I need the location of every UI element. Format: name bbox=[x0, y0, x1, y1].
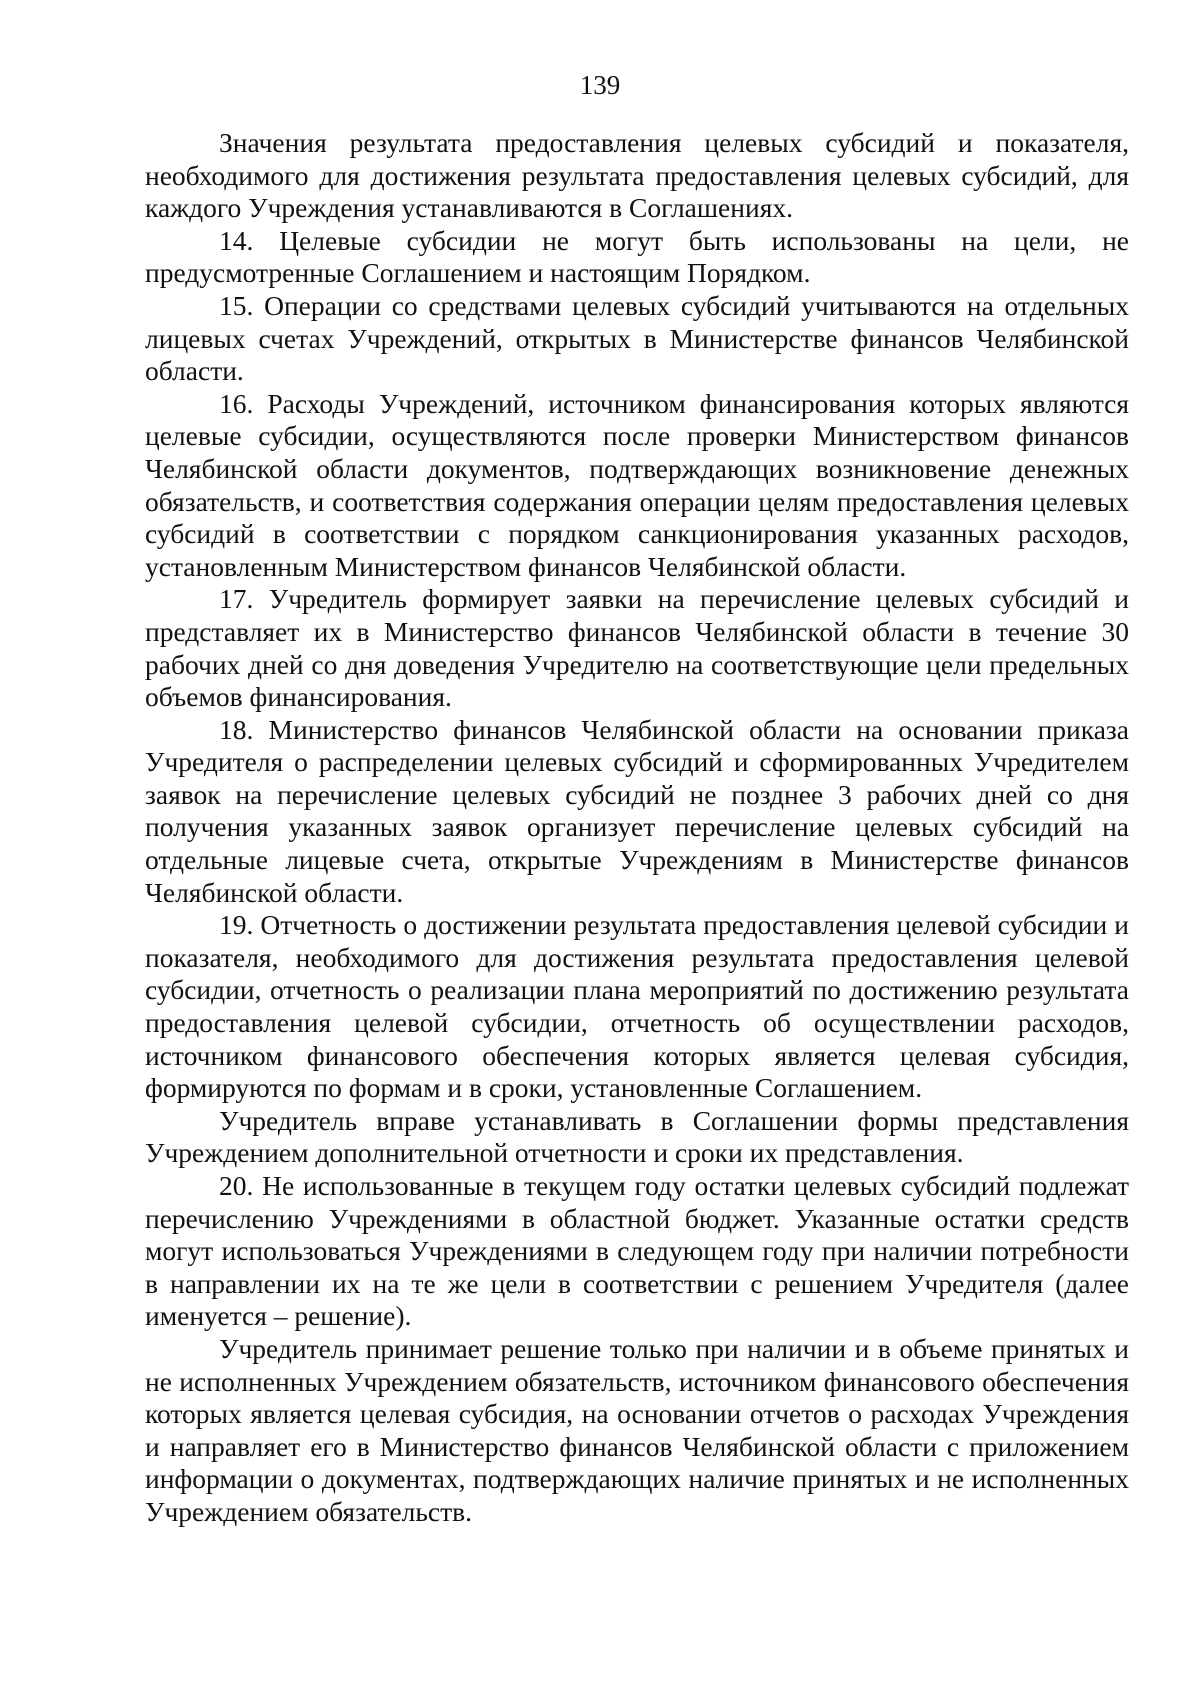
paragraph-19: 19. Отчетность о достижении результата предоставления целевой субсидии и показателя, необходимого для достижения результата предоставления целевой субсидии, отчетность о реализации плана мероприятий по достижению результата предоставления целевой субсидии, отчетность об осуществлении расходов, источником финансового обеспечения которых является целевая субсидия, формируются по формам и в сроки, установленные Соглашением. bbox=[145, 909, 1129, 1104]
paragraph-20-decision: Учредитель принимает решение только при наличии и в объеме принятых и не исполненных Учреждением обязательств, источником финансового обеспечения которых является целевая субсидия, на основании отчетов о расходах Учреждения и направляет его в Министерство финансов Челябинской области с приложением информации о документах, подтверждающих наличие принятых и не исполненных Учреждением обязательств. bbox=[145, 1332, 1129, 1527]
paragraph-results-values: Значения результата предоставления целевых субсидий и показателя, необходимого для достижения результата предоставления целевых субсидий, для каждого Учреждения устанавливаются в Соглашениях. bbox=[145, 127, 1129, 224]
document-body bbox=[145, 127, 1129, 1529]
paragraph-16: 16. Расходы Учреждений, источником финансирования которых являются целевые субсидии, осуществляются после проверки Министерством финансов Челябинской области документов, подтверждающих возникновение денежных обязательств, и соответствия содержания операции целям предоставления целевых субсидий в соответствии с порядком санкционирования указанных расходов, установленным Министерством финансов Челябинской области. bbox=[145, 387, 1129, 582]
paragraph-18: 18. Министерство финансов Челябинской области на основании приказа Учредителя о распределении целевых субсидий и сформированных Учредителем заявок на перечисление целевых субсидий не позднее 3 рабочих дней со дня получения указанных заявок организует перечисление целевых субсидий на отдельные лицевые счета, открытые Учреждениям в Министерстве финансов Челябинской области. bbox=[145, 713, 1129, 908]
page-number: 139 bbox=[579, 70, 621, 100]
paragraph-20: 20. Не использованные в текущем году остатки целевых субсидий подлежат перечислению Учреждениями в областной бюджет. Указанные остатки средств могут использоваться Учреждениями в следующем году при наличии потребности в направлении их на те же цели в соответствии с решением Учредителя (далее именуется – решение). bbox=[145, 1170, 1129, 1332]
paragraph-14: 14. Целевые субсидии не могут быть использованы на цели, не предусмотренные Соглашением и настоящим Порядком. bbox=[145, 224, 1129, 289]
paragraph-15: 15. Операции со средствами целевых субсидий учитываются на отдельных лицевых счетах Учреждений, открытых в Министерстве финансов Челябинской области. bbox=[145, 289, 1129, 387]
paragraph-17: 17. Учредитель формирует заявки на перечисление целевых субсидий и представляет их в Министерство финансов Челябинской области в течение 30 рабочих дней со дня доведения Учредителю на соответствующие цели предельных объемов финансирования. bbox=[145, 583, 1129, 713]
paragraph-19-additional-reporting: Учредитель вправе устанавливать в Соглашении формы представления Учреждением дополнительной отчетности и сроки их представления. bbox=[145, 1104, 1129, 1169]
